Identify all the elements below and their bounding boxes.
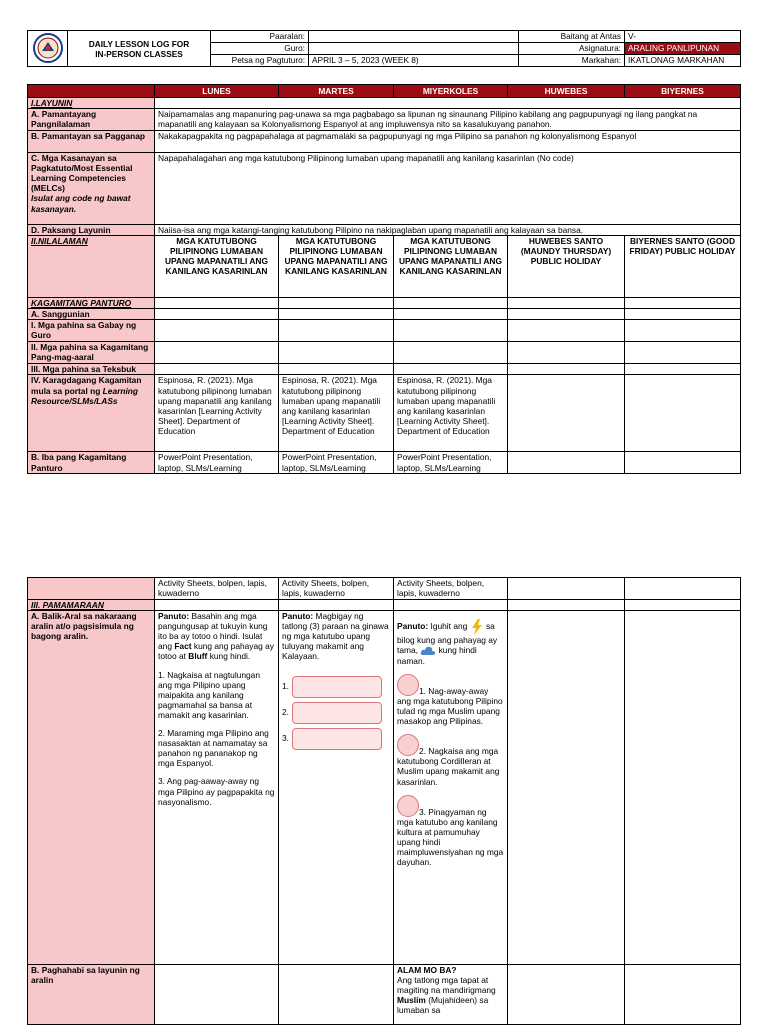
karagdagang-lunes: Espinosa, R. (2021). Mga katutubong pilipinong lumaban upang mapanatili ang kanilang kasarinlan [Learning Activity Sheet]. Department of Education [155,375,279,452]
miy-item-2: 2. Nagkaisa ang mga katutubong Cordilleran at Muslim upang makamit ang kasarinlan. [397,746,500,787]
header-table [27,30,741,67]
guro-label: Guro: [211,43,309,55]
alam-mo-ba-text-b: (Mujahideen) sa lumaban sa [397,995,489,1016]
nilalaman-huwebes: HUWEBES SANTO (MAUNDY THURSDAY) PUBLIC HOLIDAY [508,236,625,298]
martes-answer-2-number: 2. [282,706,289,717]
log-title-line1: DAILY LESSON LOG FOR [88,38,190,49]
gabay-guro-label: I. Mga pahina sa Gabay ng Guro [28,320,155,342]
martes-answer-3-number: 3. [282,732,289,743]
log-title-line2: IN-PERSON CLASSES [95,48,183,59]
answer-box-3 [292,728,382,750]
balik-aral-martes [279,611,394,965]
sanggunian-label: A. Sanggunian [28,309,155,320]
kagamitan-heading: KAGAMITANG PANTURO [28,298,155,309]
layunin-heading: I.LAYUNIN [28,98,155,109]
paaralan-label: Paaralan: [211,31,309,43]
nilalaman-martes: MGA KATUTUBONG PILIPINONG LUMABAN UPANG MAPANATILI ANG KANILANG KASARINLAN [279,236,394,298]
nilalaman-miyerkoles: MGA KATUTUBONG PILIPINONG LUMABAN UPANG MAPANATILI ANG KANILANG KASARINLAN [394,236,508,298]
martes-panuto-label: Panuto: [282,611,314,622]
pamantayang-pangnilalaman-label: A. Pamantayang Pangnilalaman [28,109,155,131]
lesson-log-page-1 [27,30,740,474]
deped-seal-icon [33,33,63,63]
baitang-value: V- [625,31,741,43]
lunes-fact: Fact [174,641,192,652]
day-lunes: LUNES [155,85,279,98]
miy-item-1: 1. Nag-away-away ang mga katutubong Pilipino tulad ng mga Muslim upang masakop ang Pilipinas. [397,685,503,727]
log-title [68,31,211,67]
day-header-row [28,85,741,98]
asignatura-value: ARALING PANLIPUNAN [625,43,741,55]
martes-answer-1-number: 1. [282,680,289,691]
iba-pang-lunes: PowerPoint Presentation, laptop, SLMs/Learning [155,452,279,474]
answer-circle-2 [397,734,419,756]
lesson-table-continued [27,577,741,1025]
markahan-value: IKATLONAG MARKAHAN [625,55,741,67]
nilalaman-lunes: MGA KATUTUBONG PILIPINONG LUMABAN UPANG MAPANATILI ANG KANILANG KASARINLAN [155,236,279,298]
paksang-layunin-label: D. Paksang Layunin [28,225,155,236]
miy-item-3: 3. Pinagyaman ng mga katutubo ang kanilang kultura at pamumuhay upang hindi maimpluwensiyahan ng mga dayuhan. [397,806,504,867]
lesson-table [27,84,741,474]
miy-panuto-b: sa bilog kung ang pahayag ay tama, [397,621,498,656]
pamamaraan-heading: III. PAMAMARAAN [28,600,155,611]
lunes-item-1: 1. Nagkaisa at nagtulungan ang mga Pilipino upang maipakita ang kanilang pagmamahal sa bansa at mamakit ang kasarinlan. [158,669,260,720]
melc-label: C. Mga Kasanayan sa Pagkatuto/Most Essential Learning Competencies (MELCs) [31,153,133,194]
paksang-layunin-text: Naiisa-isa ang mga katangi-tanging katutubong Pilipino na nakipaglaban upang mapanatili ang kalayaan sa bansa. [155,225,741,236]
guro-value [309,43,519,55]
markahan-label: Markahan: [519,55,625,67]
nilalaman-biyernes: BIYERNES SANTO (GOOD FRIDAY) PUBLIC HOLIDAY [625,236,741,298]
day-huwebes: HUWEBES [508,85,625,98]
balik-aral-label: A. Balik-Aral sa nakaraang aralin at/o pagsisimula ng bagong aralin. [28,611,155,965]
iba-pang-kagamitan-label: B. Iba pang Kagamitang Panturo [28,452,155,474]
alam-mo-ba-title: ALAM MO BA? [397,965,457,976]
lightning-icon [470,619,484,635]
martes-panuto: Magbigay ng tatlong (3) paraan na ginawa ng mga katutubo upang tuluyang makamit ang Kalayaan. [282,611,389,662]
karagdagang-miyerkoles: Espinosa, R. (2021). Mga katutubong pilipinong lumaban upang mapanatili ang kanilang kasarinlan [Learning Activity Sheet]. Department of Education [394,375,508,452]
teksbuk-label: III. Mga pahina sa Teksbuk [28,364,155,375]
miy-panuto-a: Iguhit ang [430,621,468,632]
lunes-bluff: Bluff [188,651,208,662]
karagdagang-kagamitan-italic: Learning Resource/SLMs/LASs [31,385,139,406]
melc-note: Isulat ang code ng bawat kasanayan. [31,193,131,214]
iba-pang-lunes-cont: Activity Sheets, bolpen, lapis, kuwaderno [155,578,279,600]
karagdagang-martes: Espinosa, R. (2021). Mga katutubong pilipinong lumaban upang mapanatili ang kanilang kasarinlan [Learning Activity Sheet]. Department of Education [279,375,394,452]
lunes-panuto-end: kung hindi. [209,651,251,662]
day-miyerkoles: MIYERKOLES [394,85,508,98]
pamantayang-pangnilalaman-text: Naipamamalas ang mapanuring pag-unawa sa mga pagbabago sa lipunan ng sinaunang Pilipino kabilang ang pagpupunyagi ng ilang pangkat na mapanatili ang kalayaan sa Kolonyalismong Espanyol at ang impluwensya nito sa kasalukuyang panahon. [155,109,741,131]
answer-circle-1 [397,674,419,696]
answer-box-1 [292,676,382,698]
asignatura-label: Asignatura: [519,43,625,55]
day-martes: MARTES [279,85,394,98]
nilalaman-heading: II.NILALAMAN [28,236,155,298]
petsa-label: Petsa ng Pagtuturo: [211,55,309,67]
iba-pang-martes-cont: Activity Sheets, bolpen, lapis, kuwaderno [279,578,394,600]
lunes-item-3: 3. Ang pag-aaway-away ng mga Pilipino ay pagpapakita ng nasyonalismo. [158,776,275,807]
day-biyernes: BIYERNES [625,85,741,98]
miy-panuto-c: kung hindi naman. [397,645,477,666]
answer-box-2 [292,702,382,724]
miy-panuto-label: Panuto: [397,621,429,632]
cloud-icon [420,646,436,656]
paghahabi-miyerkoles [394,965,508,1025]
answer-circle-3 [397,795,419,817]
lunes-panuto-mid: kung ang pahayag ay totoo at [158,641,274,662]
iba-pang-miyerkoles: PowerPoint Presentation, laptop, SLMs/Learning [394,452,508,474]
paghahabi-label: B. Paghahabi sa layunin ng aralin [28,965,155,1025]
balik-aral-lunes [155,611,279,965]
balik-aral-miyerkoles [394,611,508,965]
lunes-item-2: 2. Maraming mga Pilipino ang nasasaktan at namamatay sa panahon ng pananakop ng mga Espanyol. [158,728,269,769]
paaralan-value [309,31,519,43]
pamantayan-pagganap-text: Nakakapagpakita ng pagpapahalaga at pagmamalaki sa pagpupunyagi ng mga Pilipino sa panahon ng kolonyalismong Espanyol [155,131,741,153]
deped-seal [28,31,68,67]
alam-mo-ba-text-a: Ang tatlong mga tapat at magiting na mandirigmang [397,975,496,996]
lunes-panuto: Basahin ang mga pangungusap at tukuyin kung ito ba ay totoo o hindi. Isulat ang [158,611,268,652]
alam-mo-ba-muslim: Muslim [397,995,426,1006]
iba-pang-miyerkoles-cont: Activity Sheets, bolpen, lapis, kuwaderno [394,578,508,600]
pamantayan-pagganap-label: B. Pamantayan sa Pagganap [28,131,155,153]
lunes-panuto-label: Panuto: [158,611,190,622]
melc-text: Napapahalagahan ang mga katutubong Pilipinong lumaban upang mapanatili ang kanilang kasarinlan (No code) [155,153,741,225]
petsa-value: APRIL 3 – 5, 2023 (WEEK 8) [309,55,519,67]
melc-label-cell [28,153,155,225]
kagamitang-mag-aaral-label: II. Mga pahina sa Kagamitang Pang-mag-aaral [28,342,155,364]
lesson-log-page-2 [27,577,740,1025]
karagdagang-kagamitan-cell [28,375,155,452]
iba-pang-martes: PowerPoint Presentation, laptop, SLMs/Learning [279,452,394,474]
karagdagang-kagamitan-label: IV. Karagdagang Kagamitan mula sa portal ng [31,375,142,396]
baitang-label: Baitang at Antas [519,31,625,43]
